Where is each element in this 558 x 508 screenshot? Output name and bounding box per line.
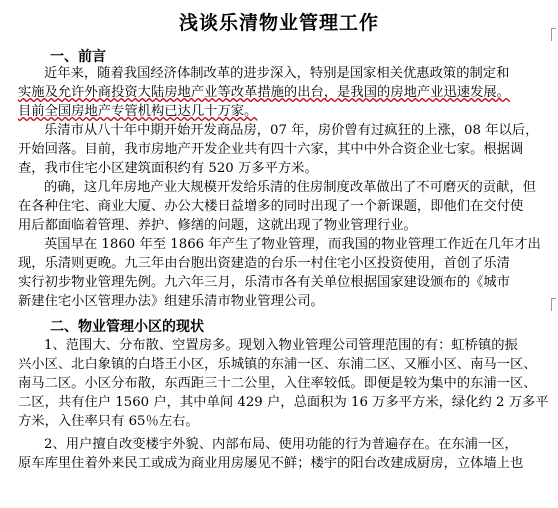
paragraph-line: 原车库里住着外来民工或成为商业用房屡见不鲜；楼宇的阳台改建成厨房，立体墙上也 xyxy=(18,456,524,471)
paragraph-line: 方米，入住率只有 65％左右。 xyxy=(18,414,199,429)
paragraph-line: 兴小区、北白象镇的白塔王小区，乐城镇的东浦一区、东浦二区、又雁小区、南马一区、 xyxy=(18,357,537,372)
paragraph-line: 目前全国房地产专管机构已达几十万家。 xyxy=(18,104,258,119)
paragraph-line: 南马二区。小区分布散，东西距三十二公里，入住率较低。即便是较为集中的东浦一区、 xyxy=(18,376,537,391)
section-heading-status: 二、物业管理小区的现状 xyxy=(50,319,204,335)
paragraph-line: 用后都面临着管理、养护、修缮的问题，这就出现了物业管理行业。 xyxy=(18,218,417,233)
paragraph-line: 乐清市从八十年中期开始开发商品房，07 年，房价曾有过疯狂的上涨，08 年以后， xyxy=(44,123,539,138)
paragraph-line: 新建住宅小区管理办法》组建乐清市物业管理公司。 xyxy=(18,294,324,309)
paragraph-line: 二区，共有住户 1560 户，其中单间 429 户，总面积为 16 万多平方米，绿化约 2 万多平 xyxy=(18,395,549,410)
paragraph-line: 开始回落。目前，我市房地产开发企业共有四十六家，其中中外合资企业七家。根据调 xyxy=(18,142,524,157)
document-title: 浅谈乐清物业管理工作 xyxy=(178,12,379,34)
paragraph-line: 1、范围大、分布散、空置房多。现划入物业管理公司管理范围的有：虹桥镇的振 xyxy=(44,338,518,353)
margin-mark xyxy=(551,28,556,41)
paragraph-line: 现，乐清则更晚。九三年由台胞出资建造的台乐一村住宅小区投资使用，首创了乐清 xyxy=(18,256,510,271)
paragraph-line: 实行初步物业管理先例。九六年三月，乐清市各有关单位根据国家建设颁布的《城市 xyxy=(18,275,510,290)
paragraph-line: 2、用户擅自改变楼宇外貌、内部布局、使用功能的行为普遍存在。在东浦一区， xyxy=(44,437,518,452)
paragraph-line: 近年来，随着我国经济体制改革的进步深入，特别是国家相关优惠政策的制定和 xyxy=(44,66,510,81)
paragraph-line: 查，我市住宅小区建筑面积约有 520 万多平方米。 xyxy=(18,161,318,176)
paragraph-line: 在各种住宅、商业大厦、办公大楼日益增多的同时出现了一个新课题，即他们在交付使 xyxy=(18,199,524,214)
paragraph-line: 实施及允许外商投资大陆房地产业等改革措施的出台，是我国的房地产业迅速发展。 xyxy=(18,85,510,100)
paragraph-line: 英国早在 1860 年至 1866 年产生了物业管理，而我国的物业管理工作近在几年才出 xyxy=(44,237,541,252)
section-heading-intro: 一、前言 xyxy=(50,49,106,65)
margin-mark xyxy=(551,298,556,311)
paragraph-line: 的确，这几年房地产业大规模开发给乐清的住房制度改革做出了不可磨灭的贡献，但 xyxy=(44,180,536,195)
